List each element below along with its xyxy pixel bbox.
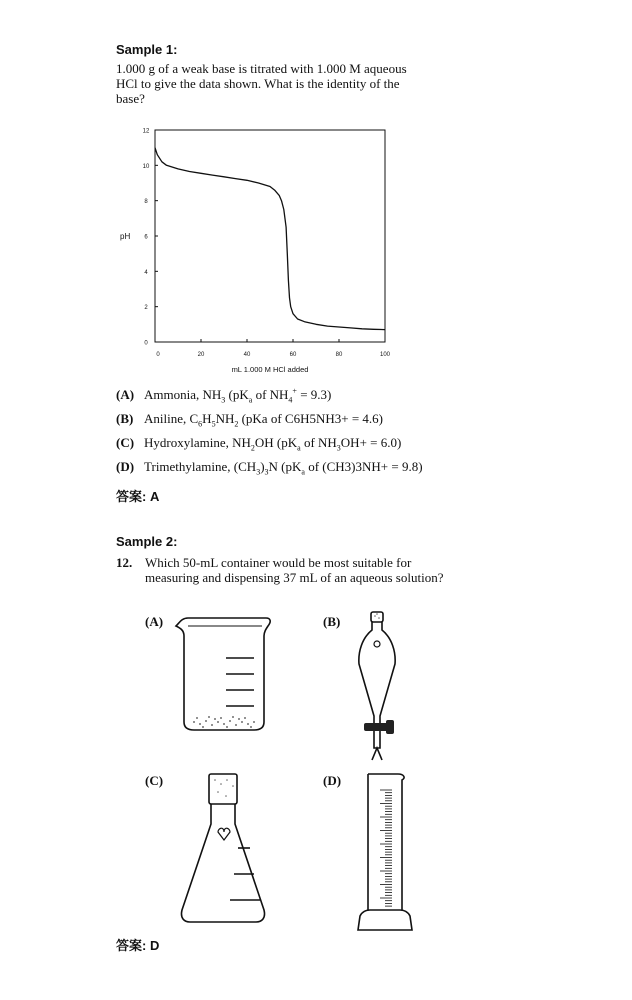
sample1-answer: 答案: A [116, 489, 160, 504]
question-number: 12. [116, 555, 133, 570]
x-tick-label: 80 [335, 352, 343, 358]
x-axis-label: mL 1.000 M HCl added [231, 365, 309, 374]
option-d: (D) Trimethylamine, $(CH_3)_3N$ ($pK_a$ of (CH3)3NH+ = 9.8) [116, 459, 423, 477]
y-tick-label: 8 [144, 199, 148, 206]
x-tick-label: 100 [379, 352, 391, 358]
label-d: (D) [323, 773, 342, 788]
x-tick-label: 20 [197, 352, 205, 358]
option-text: Ammonia, NH [144, 387, 222, 402]
question-line: HCl to give the data shown. What is the identity of the [116, 76, 400, 91]
option-label: (C) [116, 435, 135, 450]
option-label: (D) [116, 459, 135, 474]
y-tick-label: 2 [144, 305, 148, 312]
y-tick-label: 4 [144, 269, 148, 276]
option-c: (C) Hydroxylamine, $NH_2OH$ ($pK_a$ of $NH_3OH+ = 6.0$) [116, 435, 402, 453]
option-text: Trimethylamine, (CH [144, 459, 257, 474]
sample2-answer: 答案: D [116, 938, 160, 953]
question-line: 1.000 g of a weak base is titrated with 1.000 M aqueous [116, 61, 407, 76]
option-b: (B) Aniline, $C_6H_5NH_2$ (pKa of C6H5NH3+ = 4.6) [116, 411, 383, 429]
option-label: (B) [116, 411, 134, 426]
sample2-heading: Sample 2: [116, 534, 178, 549]
y-tick-label: 6 [144, 234, 148, 241]
option-text: Hydroxylamine, NH [144, 435, 251, 450]
y-tick-label: 0 [144, 340, 148, 347]
x-tick-label: 0 [156, 352, 160, 358]
x-tick-label: 40 [243, 352, 251, 358]
question-line: base? [116, 91, 145, 106]
x-tick-label: 60 [289, 352, 297, 358]
question-line: Which 50-mL container would be most suitable for [145, 555, 412, 570]
titration-curve-line [155, 148, 385, 330]
graduated-cylinder-illustration [352, 770, 422, 935]
sample2-question [145, 555, 505, 585]
plot-frame [155, 130, 385, 342]
label-a: (A) [145, 614, 164, 629]
separatory-funnel-illustration [352, 608, 402, 766]
erlenmeyer-flask-illustration [174, 770, 274, 930]
beaker-illustration [170, 612, 280, 737]
question-line: measuring and dispensing 37 mL of an aqueous solution? [145, 570, 444, 585]
sample1-heading: Sample 1: [116, 42, 178, 57]
y-tick-label: 10 [142, 163, 150, 170]
label-c: (C) [145, 773, 164, 788]
sample1-question [116, 61, 476, 106]
option-text: Aniline, C [144, 411, 199, 426]
titration-chart [110, 120, 410, 380]
y-axis-label: pH [120, 232, 131, 241]
y-tick-label: 12 [142, 128, 150, 135]
option-label: (A) [116, 387, 135, 402]
option-a: (A) Ammonia, $NH_3$ ($pK_a$ of $NH_4^+ = 9.3$) [116, 386, 332, 405]
label-b: (B) [323, 614, 341, 629]
